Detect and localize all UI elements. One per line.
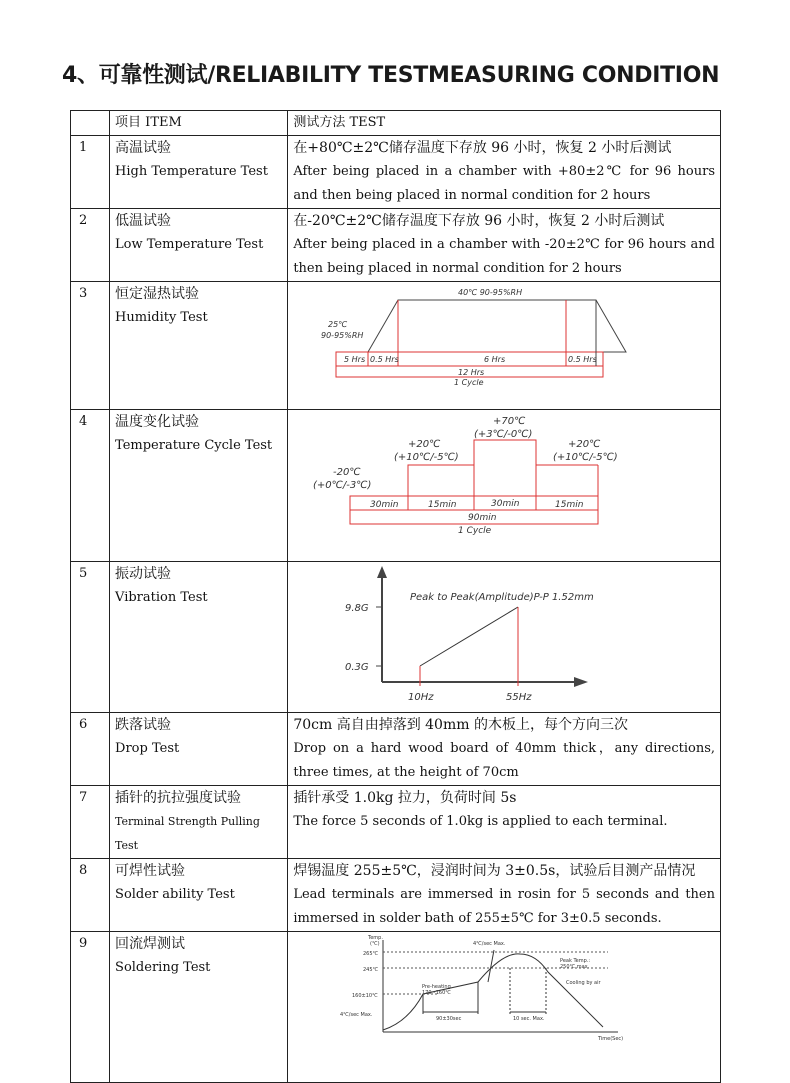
sol-t265: 265℃ <box>363 951 379 957</box>
table-row <box>71 209 721 282</box>
tc-high-2: (+3℃/-0℃) <box>474 429 533 440</box>
row-num: 5 <box>71 562 110 713</box>
sol-ylabel: Temp. <box>368 935 384 941</box>
tc-mid-1: +20℃ <box>408 439 441 450</box>
humidity-seg-1: 5 Hrs <box>344 355 366 364</box>
humidity-left-label-1: 25℃ <box>328 320 348 329</box>
page-title: 4、可靠性测试/RELIABILITY TESTMEASURING CONDITION <box>62 63 720 88</box>
humidity-left-label-2: 90-95%RH <box>321 331 364 340</box>
soldering-diagram <box>288 932 718 1073</box>
humidity-seg-3: 6 Hrs <box>484 355 506 364</box>
table-row <box>71 562 721 713</box>
table-row <box>71 136 721 209</box>
tc-seg-2: 15min <box>428 500 457 510</box>
test-en: Drop on a hard wood board of 40mm thick，any directions, three times, at the height of 70cm <box>293 741 715 780</box>
sol-hold-1: 90±30sec <box>436 1016 462 1022</box>
header-num <box>71 111 110 136</box>
sol-t245: 245℃ <box>363 967 379 973</box>
test-cn: 在-20℃±2℃储存温度下存放 96 小时，恢复 2 小时后测试 <box>293 213 665 229</box>
item-cn: 插针的抗拉强度试验 <box>115 790 242 806</box>
vibration-diagram <box>288 562 718 703</box>
vibration-x-high: 55Hz <box>506 692 532 703</box>
test-en: After being placed in a chamber with -20±2℃ for 96 hours and then being placed in normal condition for 2 hours <box>293 237 715 276</box>
humidity-seg-4: 0.5 Hrs <box>568 355 598 364</box>
vibration-y-low: 0.3G <box>345 662 369 673</box>
table-row <box>71 932 721 1083</box>
tc-low-1: -20℃ <box>333 467 361 478</box>
item-en: Terminal Strength Pulling Test <box>115 815 260 852</box>
item-cn: 恒定湿热试验 <box>115 286 200 302</box>
row-num: 2 <box>71 209 110 282</box>
item-cn: 振动试验 <box>115 566 172 582</box>
tc-cycle: 1 Cycle <box>458 526 492 536</box>
sol-cooling: Cooling by air <box>566 980 601 986</box>
row-num: 7 <box>71 786 110 859</box>
table-header <box>71 111 721 136</box>
item-en: Vibration Test <box>115 590 208 605</box>
row-num: 4 <box>71 410 110 562</box>
item-en: High Temperature Test <box>115 164 268 179</box>
item-en: Humidity Test <box>115 310 208 325</box>
sol-rate-2: 4℃/sec Max. <box>340 1012 373 1018</box>
tc-mid-3: +20℃ <box>568 439 601 450</box>
test-en: Lead terminals are immersed in rosin for 5 seconds and then immersed in solder bath of 255±5℃ for 3±0.5 seconds. <box>293 887 715 926</box>
tc-high-1: +70℃ <box>493 416 526 427</box>
row-num: 9 <box>71 932 110 1083</box>
test-en: After being placed in a chamber with +80±2℃ for 96 hours and then being placed in normal condition for 2 hours <box>293 164 715 203</box>
tc-mid-4: (+10℃/-5℃) <box>553 452 619 463</box>
humidity-total: 12 Hrs <box>458 368 485 377</box>
tc-mid-2: (+10℃/-5℃) <box>394 452 460 463</box>
item-en: Temperature Cycle Test <box>115 438 273 453</box>
item-cn: 低温试验 <box>115 213 172 229</box>
sol-rate-1: 4℃/sec Max. <box>473 941 506 947</box>
sol-xlabel: Time(Sec) <box>598 1036 624 1042</box>
sol-yunit: (℃) <box>370 941 380 947</box>
table-row <box>71 859 721 932</box>
row-num: 3 <box>71 282 110 410</box>
humidity-seg-2: 0.5 Hrs <box>370 355 400 364</box>
humidity-cycle: 1 Cycle <box>454 378 484 387</box>
table-row <box>71 786 721 859</box>
sol-t160: 160±10℃ <box>352 993 379 999</box>
test-cn: 焊锡温度 255±5℃，浸润时间为 3±0.5s，试验后目测产品情况 <box>293 863 696 879</box>
sol-preheat-2: 170~160℃ <box>422 990 452 996</box>
item-cn: 可焊性试验 <box>115 863 186 879</box>
test-en: The force 5 seconds of 1.0kg is applied to each terminal. <box>293 814 668 829</box>
sol-peak: Peak Temp.: <box>560 958 591 964</box>
item-en: Low Temperature Test <box>115 237 264 252</box>
vibration-label: Peak to Peak(Amplitude)P-P 1.52mm <box>410 592 595 603</box>
item-en: Soldering Test <box>115 960 211 975</box>
tc-seg-1: 30min <box>370 500 399 510</box>
sol-preheat: Pre-heating <box>422 984 452 990</box>
table-row <box>71 410 721 562</box>
humidity-diagram <box>288 282 718 400</box>
sol-hold-2: 10 sec. Max. <box>513 1016 545 1022</box>
row-num: 1 <box>71 136 110 209</box>
item-en: Solder ability Test <box>115 887 235 902</box>
header-item: 项目 ITEM <box>110 111 288 136</box>
tc-seg-3: 30min <box>491 499 520 509</box>
test-cn: 插针承受 1.0kg 拉力，负荷时间 5s <box>293 790 517 806</box>
item-cn: 回流焊测试 <box>115 936 186 952</box>
table-row <box>71 282 721 410</box>
item-cn: 跌落试验 <box>115 717 172 733</box>
reliability-table <box>70 110 721 1083</box>
vibration-x-low: 10Hz <box>408 692 434 703</box>
table-row <box>71 713 721 786</box>
test-cn: 在+80℃±2℃储存温度下存放 96 小时，恢复 2 小时后测试 <box>293 140 672 156</box>
item-cn: 温度变化试验 <box>115 414 200 430</box>
item-en: Drop Test <box>115 741 180 756</box>
item-cn: 高温试验 <box>115 140 172 156</box>
tc-low-2: (+0℃/-3℃) <box>313 480 372 491</box>
tc-total: 90min <box>468 513 497 523</box>
humidity-top-label: 40℃ 90-95%RH <box>458 288 523 297</box>
row-num: 8 <box>71 859 110 932</box>
header-test: 测试方法 TEST <box>288 111 721 136</box>
sol-peak-2: 250℃ max. <box>560 964 590 970</box>
row-num: 6 <box>71 713 110 786</box>
test-cn: 70cm 高自由掉落到 40mm 的木板上，每个方向三次 <box>293 717 628 733</box>
tc-seg-4: 15min <box>555 500 584 510</box>
vibration-y-high: 9.8G <box>345 603 369 614</box>
temperature-cycle-diagram <box>288 410 718 552</box>
